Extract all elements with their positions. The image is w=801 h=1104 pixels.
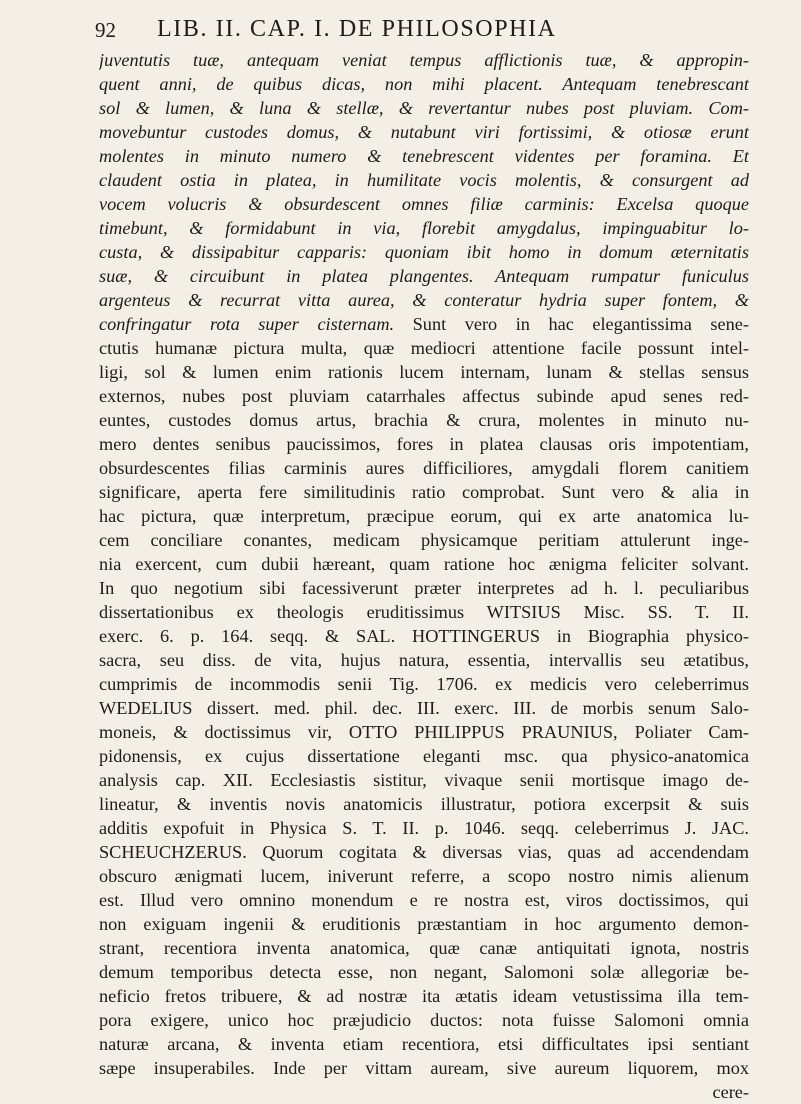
text-line: cem conciliare conantes, medicam physicamque peritiam attulerunt inge- xyxy=(99,530,749,550)
text-line: movebuntur custodes domus, & nutabunt viri fortissimi, & otiosæ erunt xyxy=(99,122,749,142)
text-line: moneis, & doctissimus vir, OTTO PHILIPPUS PRAUNIUS, Poliater Cam- xyxy=(99,722,749,742)
running-head: LIB. II. CAP. I. DE PHILOSOPHIA xyxy=(157,16,557,42)
text-line: claudent ostia in platea, in humilitate vocis molentis, & consurgent ad xyxy=(99,170,749,190)
text-line: significare, aperta fere similitudinis ratio comprobat. Sunt vero & alia in xyxy=(99,482,749,502)
text-line: neficio fretos tribuere, & ad nostræ ita ætatis ideam vetustissima illa tem- xyxy=(99,986,749,1006)
text-line: cumprimis de incommodis senii Tig. 1706. ex medicis vero celeberrimus xyxy=(99,674,749,694)
italic-segment: confringatur rota super cisternam. xyxy=(99,314,395,334)
text-line: obsurdescentes filias carminis aures difficiliores, amygdali florem canitiem xyxy=(99,458,749,478)
text-line: argenteus & recurrat vitta aurea, & conteratur hydria super fontem, & xyxy=(99,290,749,310)
text-line: ligi, sol & lumen enim rationis lucem internam, lunam & stellas sensus xyxy=(99,362,749,382)
page-number: 92 xyxy=(95,18,116,42)
text-line: SCHEUCHZERUS. Quorum cogitata & diversas vias, quas ad accendendam xyxy=(99,842,749,862)
text-line: demum temporibus detecta esse, non negant, Salomoni solæ allegoriæ be- xyxy=(99,962,749,982)
text-line: dissertationibus ex theologis eruditissimus WITSIUS Misc. SS. T. II. xyxy=(99,602,749,622)
text-line: quent anni, de quibus dicas, non mihi placent. Antequam tenebrescant xyxy=(99,74,749,94)
roman-segment: Sunt vero in hac elegantissima sene- xyxy=(394,314,749,334)
text-line: sol & lumen, & luna & stellæ, & revertantur nubes post pluviam. Com- xyxy=(99,98,749,118)
text-line: vocem volucris & obsurdescent omnes filiæ carminis: Excelsa quoque xyxy=(99,194,749,214)
text-line: sæpe insuperabiles. Inde per vittam auream, sive aureum liquorem, mox xyxy=(99,1058,749,1078)
text-line: non exiguam ingenii & eruditionis præstantiam in hoc argumento demon- xyxy=(99,914,749,934)
text-line: ctutis humanæ pictura multa, quæ mediocri attentione facile possunt intel- xyxy=(99,338,749,358)
text-line: additis expofuit in Physica S. T. II. p. 1046. seqq. celeberrimus J. JAC. xyxy=(99,818,749,838)
text-line: hac pictura, quæ interpretum, præcipue eorum, qui ex arte anatomica lu- xyxy=(99,506,749,526)
text-line: WEDELIUS dissert. med. phil. dec. III. exerc. III. de morbis senum Salo- xyxy=(99,698,749,718)
text-line: obscuro ænigmati lucem, iniverunt referre, a scopo nostro nimis alienum xyxy=(99,866,749,886)
text-line: timebunt, & formidabunt in via, florebit amygdalus, impinguabitur lo- xyxy=(99,218,749,238)
text-line: externos, nubes post pluviam catarrhales affectus subinde apud senes red- xyxy=(99,386,749,406)
text-line: juventutis tuæ, antequam veniat tempus afflictionis tuæ, & appropin- xyxy=(99,50,749,70)
body-text xyxy=(99,48,749,1104)
text-line: est. Illud vero omnino monendum e re nostra est, viros doctissimos, qui xyxy=(99,890,749,910)
text-line: lineatur, & inventis novis anatomicis illustratur, potiora excerpsit & suis xyxy=(99,794,749,814)
text-line: In quo negotium sibi facessiverunt præter interpretes ad h. l. peculiaribus xyxy=(99,578,749,598)
text-line: nia exercent, cum dubii hæreant, quam ratione hoc ænigma feliciter solvant. xyxy=(99,554,749,574)
text-line: analysis cap. XII. Ecclesiastis sistitur, vivaque senii mortisque imago de- xyxy=(99,770,749,790)
text-line: exerc. 6. p. 164. seqq. & SAL. HOTTINGERUS in Biographia physico- xyxy=(99,626,749,646)
text-line: mero dentes senibus paucissimos, fores in platea clausas oris impotentiam, xyxy=(99,434,749,454)
text-line: naturæ arcana, & inventa etiam recentiora, etsi difficultates ipsi sentiant xyxy=(99,1034,749,1054)
text-line: cere- xyxy=(712,1082,749,1102)
text-line: sacra, seu diss. de vita, hujus natura, essentia, intervallis seu ætatibus, xyxy=(99,650,749,670)
text-line xyxy=(99,312,749,336)
text-line: suæ, & circuibunt in platea plangentes. Antequam rumpatur funiculus xyxy=(99,266,749,286)
text-line: pidonensis, ex cujus dissertatione eleganti msc. qua physico-anatomica xyxy=(99,746,749,766)
text-line: euntes, custodes domus artus, brachia & crura, molentes in minuto nu- xyxy=(99,410,749,430)
text-line: molentes in minuto numero & tenebrescent videntes per foramina. Et xyxy=(99,146,749,166)
text-line: custa, & dissipabitur capparis: quoniam ibit homo in domum æternitatis xyxy=(99,242,749,262)
text-line: pora exigere, unico hoc præjudicio ductos: nota fuisse Salomoni omnia xyxy=(99,1010,749,1030)
page-header xyxy=(95,16,745,44)
text-line: strant, recentiora inventa anatomica, quæ canæ antiquitati ignota, nostris xyxy=(99,938,749,958)
